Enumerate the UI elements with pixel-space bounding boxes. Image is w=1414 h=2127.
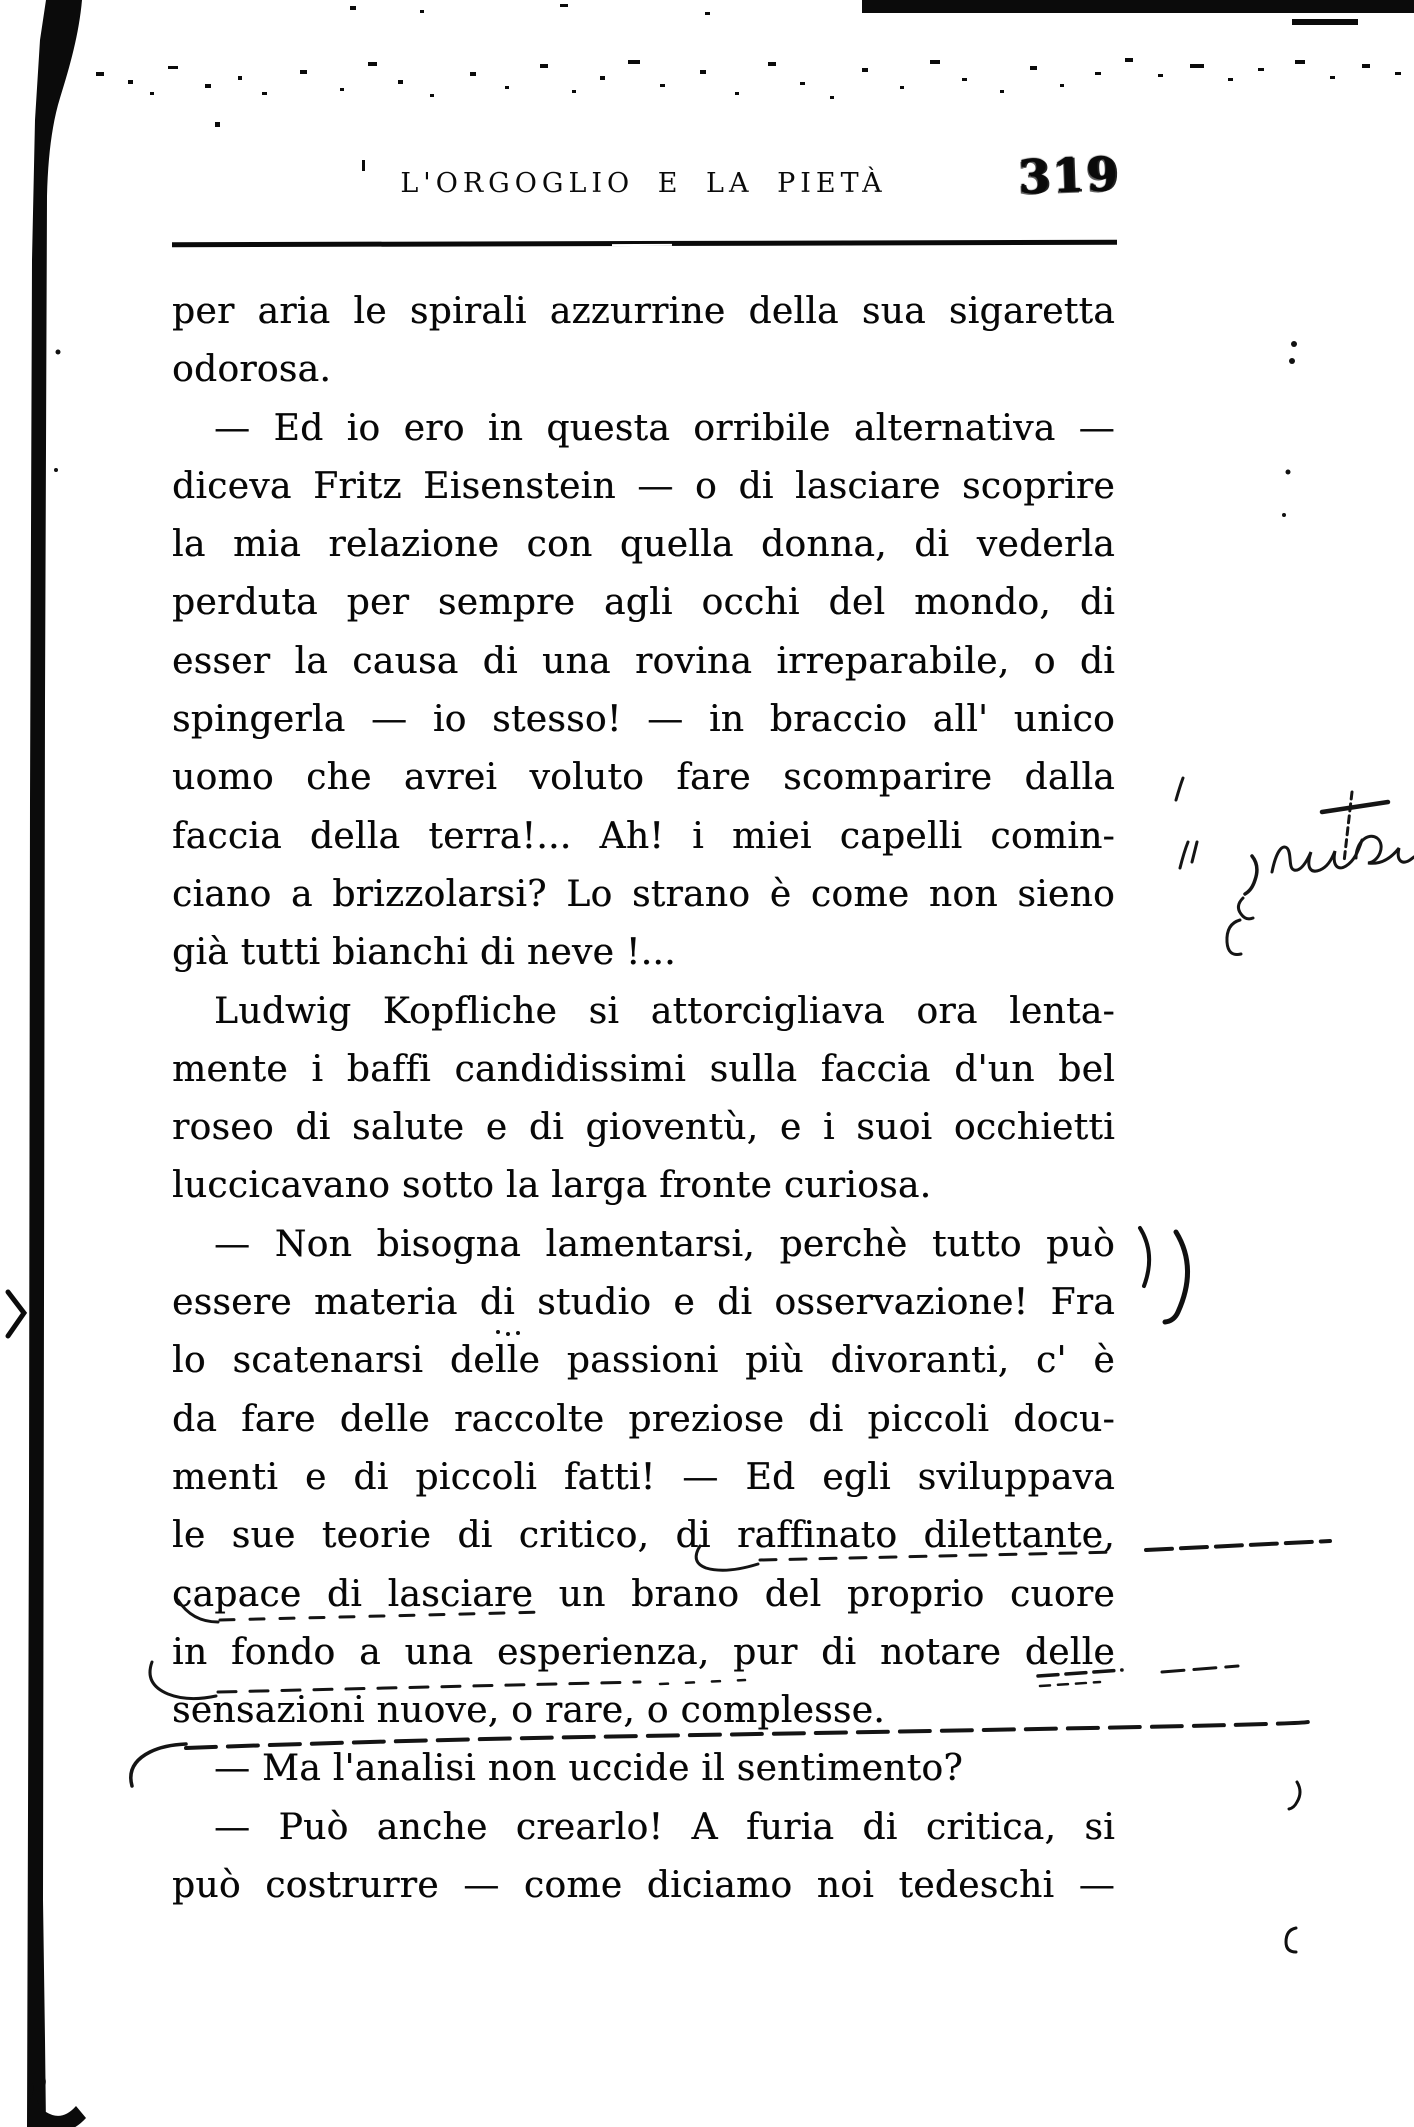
text-line: spingerla — io stesso! — in braccio all' unico (172, 699, 1115, 741)
text-line: già tutti bianchi di neve !... (172, 932, 676, 974)
text-line: Ludwig Kopfliche si attorcigliava ora lenta- (214, 990, 1115, 1032)
left-binding-bar (8, 0, 86, 2127)
text-line: uomo che avrei voluto fare scomparire dalla (172, 757, 1115, 799)
header-rule (172, 240, 1117, 247)
text-line: perduta per sempre agli occhi del mondo, di (172, 582, 1115, 624)
text-line: da fare delle raccolte preziose di piccoli docu- (172, 1398, 1115, 1440)
text-line: diceva Fritz Eisenstein — o di lasciare scoprire (172, 465, 1115, 507)
text-line: le sue teorie di critico, di raffinato dilettante, (172, 1515, 1115, 1557)
text-line: capace di lasciare un brano del proprio cuore (172, 1573, 1115, 1615)
left-margin-arrow-mark (8, 1292, 24, 1336)
text-line: sensazioni nuove, o rare, o complesse. (172, 1690, 886, 1732)
bottom-left-squiggle (28, 2068, 86, 2127)
text-line: menti e di piccoli fatti! — Ed egli sviluppava (172, 1456, 1115, 1498)
text-line: — Può anche crearlo! A furia di critica, si (214, 1806, 1115, 1848)
text-line: — Ma l'analisi non uccide il sentimento? (214, 1748, 963, 1790)
top-edge-artifacts (96, 0, 1414, 171)
body-text (172, 283, 1115, 1915)
text-line: per aria le spirali azzurrine della sua sigaretta (172, 291, 1115, 332)
text-line: — Ed io ero in questa orribile alternativa — (214, 407, 1115, 449)
text-line: — Non bisogna lamentarsi, perchè tutto può (214, 1223, 1115, 1265)
text-line: roseo di salute e di gioventù, e i suoi occhietti (172, 1107, 1115, 1149)
page-number: 319 (1017, 146, 1121, 204)
text-line: può costrurre — come diciamo noi tedeschi — (172, 1865, 1115, 1907)
text-line: faccia della terra!... Ah! i miei capelli comin- (172, 815, 1115, 857)
running-head-title: L'ORGOGLIO E LA PIETÀ (400, 168, 887, 199)
text-line: ciano a brizzolarsi? Lo strano è come non sieno (172, 873, 1115, 915)
text-line: in fondo a una esperienza, pur di notare delle (172, 1631, 1115, 1673)
text-line: esser la causa di una rovina irreparabile, o di (172, 640, 1115, 682)
text-line: lo scatenarsi delle passioni più divoranti, c' è (172, 1340, 1115, 1382)
text-line: mente i baffi candidissimi sulla faccia d'un bel (172, 1048, 1115, 1090)
text-line: luccicavano sotto la larga fronte curiosa. (172, 1165, 932, 1207)
text-line: essere materia di studio e di osservazione! Fra (172, 1282, 1115, 1324)
margin-bracket-marks (1140, 1228, 1300, 1952)
margin-handwriting-annotation (1176, 778, 1414, 955)
text-line: odorosa. (172, 349, 332, 391)
text-line: la mia relazione con quella donna, di vederla (172, 524, 1115, 566)
